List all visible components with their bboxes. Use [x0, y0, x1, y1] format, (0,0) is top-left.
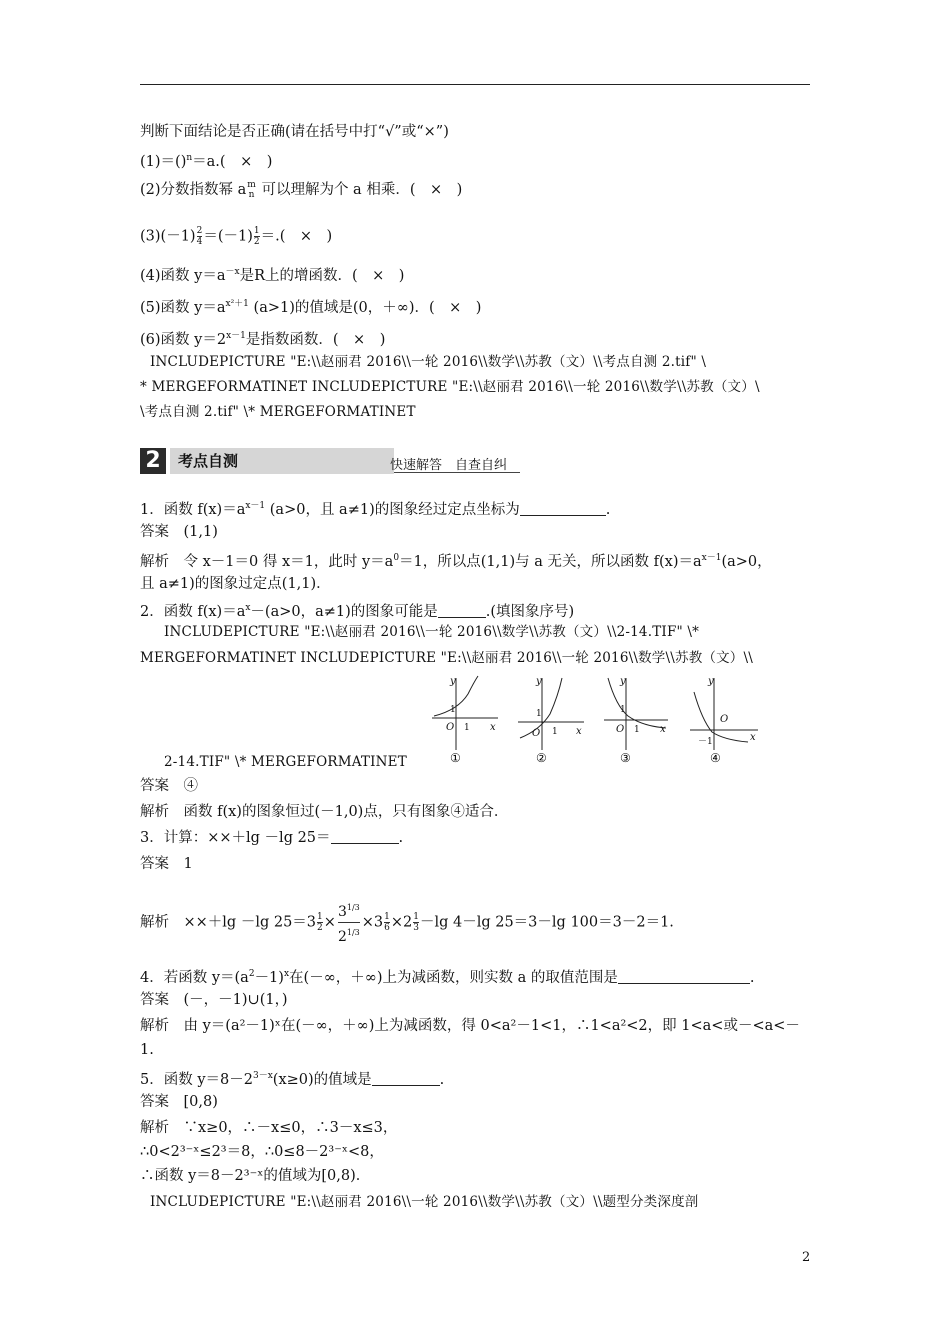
q1-analysis-line1: 解析 令 x－1＝0 得 x＝1，此时 $y=a^0=1$，所以点(1,1)与 a 无关，所以函数 $f(x)=a^{x-1}(a>0$，	[140, 553, 772, 570]
graph-3-y-one: 1	[620, 705, 626, 715]
q2-analysis: 解析 函数 f(x)的图象恒过(－1,0)点，只有图象④适合．	[140, 804, 509, 820]
graph-2-x-label: x	[576, 726, 582, 737]
q5-answer: 答案 [0,8)	[140, 1094, 218, 1110]
q2-blank	[438, 603, 486, 618]
graph-2	[518, 678, 584, 750]
graph-1-y-one: 1	[450, 705, 456, 715]
header-rule	[140, 84, 810, 85]
graph-1-x-one: 1	[464, 723, 470, 733]
include-line-end: INCLUDEPICTURE "E:\\赵丽君 2016\\一轮 2016\\数学\\苏教（文）\\题型分类深度剖	[150, 1194, 699, 1210]
graph-1	[432, 676, 498, 750]
q5-blank	[372, 1071, 440, 1086]
graph-3-origin: O	[616, 724, 625, 735]
judgment-3: (3)(－1) $\frac{2}{4}$ ＝(－1) $\frac{1}{2}$ ＝.( × )	[140, 226, 333, 247]
q4-answer: 答案 (－，－1)∪(1，)	[140, 992, 288, 1008]
graph-2-origin: O	[532, 728, 541, 739]
q5-analysis-line3: ∴函数 y＝8－2³⁻ˣ的值域为[0,8)．	[140, 1168, 371, 1184]
judgment-4: (4)函数 $y=a^{-x}$是R上的增函数．( × )	[140, 267, 405, 284]
graph-3-x-one: 1	[634, 725, 640, 735]
section-header	[140, 448, 520, 474]
graph-3-x-label: x	[660, 724, 666, 735]
q2-answer: 答案 ④	[140, 778, 198, 794]
graph-2-label: ②	[536, 751, 547, 765]
section-subtitle: 快速解答 自查自纠	[390, 458, 508, 473]
q2-graphs-figure	[428, 674, 762, 770]
graph-4-x-label: x	[750, 732, 756, 743]
judgment-2: (2)分数指数幂 a m n 可以理解为个 a 相乘．( × )	[140, 180, 463, 200]
q3-question: 3．计算：××＋lg －lg 25＝ .	[140, 830, 404, 846]
include-line-3: \考点自测 2.tif" \* MERGEFORMATINET	[140, 404, 416, 420]
graph-3-label: ③	[620, 751, 631, 765]
q4-question: 4．若函数 $y=(a^2-1)^x$在(－∞，＋∞)上为减函数，则实数 a 的取值范围是 .	[140, 969, 755, 986]
graph-1-origin: O	[446, 722, 455, 733]
q4-analysis-line1: 解析 由 y＝(a²－1)ˣ在(－∞，＋∞)上为减函数，得 0<a²－1<1，∴1<a²<2，即 1<a<或－<a<－	[140, 1018, 800, 1034]
q3-analysis: 解析 ××＋lg －lg 25＝3 $\frac{1}{2}$ × $\frac{3^{1/3}}{2^{1/3}}$ ×3 $\frac{1}{6}$ ×2 $\frac{1}{3}$ －lg 4－lg 25＝3－lg 100＝3－2＝1.	[140, 903, 674, 945]
q2-include-line-1: INCLUDEPICTURE "E:\\赵丽君 2016\\一轮 2016\\数学\\苏教（文）\\2-14.TIF" \*	[164, 624, 700, 640]
q5-analysis-line1: 解析 ∵x≥0，∴－x≤0，∴3－x≤3，	[140, 1120, 398, 1136]
graph-1-label: ①	[450, 751, 461, 765]
q1-analysis-line2: 且 a≠1)的图象过定点(1,1)．	[140, 576, 331, 592]
graph-3	[604, 678, 668, 750]
q1-question: 1．函数 $f(x)=a^{x-1}$ (a>0，且 a≠1)的图象经过定点坐标为 .	[140, 501, 611, 518]
q4-blank	[618, 969, 750, 984]
graph-2-y-label: y	[536, 676, 542, 687]
q3-blank	[331, 829, 399, 844]
graph-3-y-label: y	[620, 676, 626, 687]
judgment-6: (6)函数 $y=2^{x-1}$是指数函数．( × )	[140, 331, 386, 348]
graph-2-y-one: 1	[536, 709, 542, 719]
q2-question: 2．函数 $f(x)=a^x-(a>0$，a≠1)的图象可能是 .(填图象序号)	[140, 603, 575, 620]
graph-4-neg-one: －1	[698, 737, 713, 747]
q5-analysis-line2: ∴0<2³⁻ˣ≤2³＝8，∴0≤8－2³⁻ˣ<8，	[140, 1144, 384, 1160]
include-line-2: * MERGEFORMATINET INCLUDEPICTURE "E:\\赵丽君 2016\\一轮 2016\\数学\\苏教（文）\	[140, 379, 760, 395]
q1-answer: 答案 (1,1)	[140, 524, 218, 540]
graph-4-y-label: y	[708, 676, 714, 687]
q1-blank	[520, 501, 606, 516]
intro-line: 判断下面结论是否正确(请在括号中打“√”或“×”)	[140, 124, 449, 140]
judgment-1: (1)＝()$^n$＝a.( × )	[140, 153, 273, 170]
include-line-1: INCLUDEPICTURE "E:\\赵丽君 2016\\一轮 2016\\数学\\苏教（文）\\考点自测 2.tif" \	[150, 354, 707, 370]
q4-analysis-line2: 1.	[140, 1042, 154, 1058]
graph-4-label: ④	[710, 751, 721, 765]
section-number: 2	[140, 448, 166, 474]
q2-include-line-3: 2-14.TIF" \* MERGEFORMATINET	[164, 754, 407, 770]
q5-question: 5．函数 $y=8-2^{3-x}(x\ge 0)$的值域是 .	[140, 1071, 445, 1088]
section-title: 考点自测	[170, 448, 394, 474]
page-number: 2	[802, 1250, 811, 1265]
graph-1-x-label: x	[490, 722, 496, 733]
q2-include-line-2: MERGEFORMATINET INCLUDEPICTURE "E:\\赵丽君 2016\\一轮 2016\\数学\\苏教（文）\\	[140, 650, 754, 666]
graph-2-x-one: 1	[552, 727, 558, 737]
q3-answer: 答案 1	[140, 856, 193, 872]
graph-4-origin: O	[720, 714, 729, 725]
graph-1-y-label: y	[450, 676, 456, 687]
judgment-5: (5)函数 $y=a^{x^2+1}$ (a>1)的值域是(0，＋∞)．( × )	[140, 299, 482, 316]
